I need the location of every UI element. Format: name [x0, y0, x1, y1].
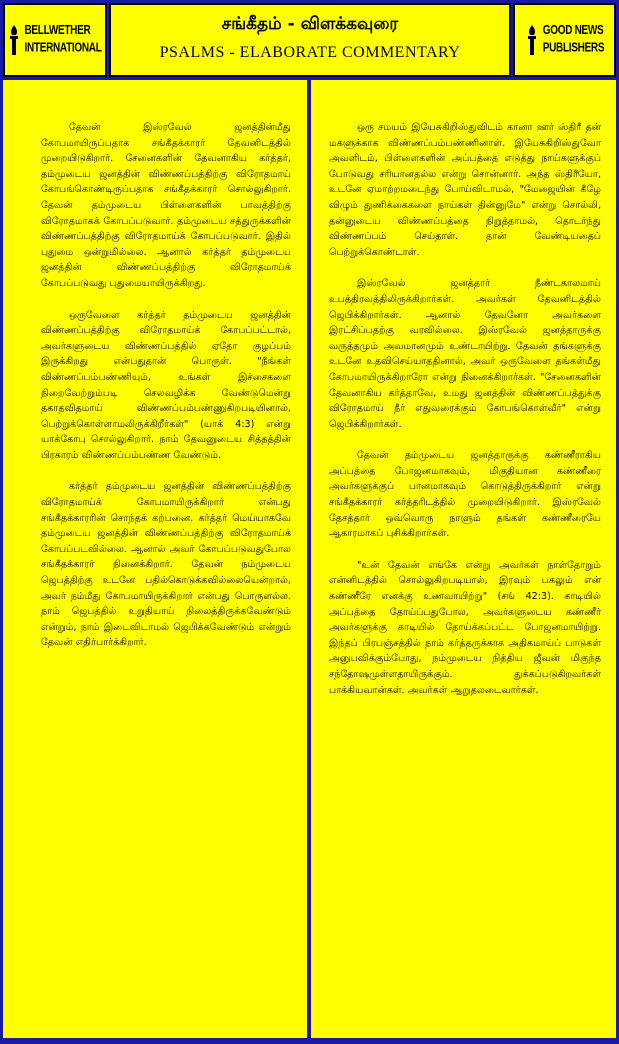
right-logo-line1: GOOD NEWS: [542, 23, 604, 38]
torch-icon: [525, 23, 539, 57]
left-column: [3, 80, 307, 1038]
left-logo-line2: INTERNATIONAL: [24, 41, 102, 55]
right-column: [311, 80, 616, 1038]
paragraph: தேவன் இஸ்ரவேல் ஜனத்தின்மீது கோபமாயிருப்பதாக சங்கீதக்காரர் தேவனிடத்தில் முறையிடுகிறார். சேனைகளின் தேவனாகிய கர்த்தர், தம்முடைய ஜனத்தின் விண்ணப்பத்திற்கு விரோதமாய் கோபங்கொண்டிருப்பதாக சங்கீதக்காரர் சொல்லுகிறார். தேவன் தம்முடைய பிள்ளைகளின் பாவத்திற்கு விரோதமாகக் கோபப்படுவார். தம்முடைய சத்துருக்களின் விண்ணப்பத்திற்கு விரோதமாய்க் கோபப்படுவார். இதில் புதுமை ஒன்றுமில்லை. ஆனால் கர்த்தர் தம்முடைய ஜனத்தின் விண்ணப்பத்திற்கு விரோதமாய்க் கோபப்படுவது புதுமையாயிருக்கிறது.: [41, 122, 291, 289]
bellwether-logo: [3, 3, 107, 77]
paragraph: கர்த்தர் தம்முடைய ஜனத்தின் விண்ணப்பத்திற்கு விரோதமாய்க் கோபமாயிருக்கிறார் என்பது சங்கீதக்காரரின் சொந்தக் கற்பனை. கர்த்தர் மெய்யாகவே தம்முடைய ஜனத்தின் விண்ணப்பத்திற்கு விரோதமாய்க் கோபப்படவில்லை. ஆனால் அவர் கோபப்படுவதுபோல சங்கீதக்காரர் நினைக்கிறார். தேவன் நம்முடைய ஜெபத்திற்கு உடனே பதில்கொடுக்கவில்லையென்றால், அவர் நம்மீது கோபமாயிருக்கிறார் என்பது பொருளல்ல. நாம் ஜெபத்தில் உறுதியாய் நிலைத்திருக்கவேண்டும் என்றும், நாம் இடைவிடாமல் ஜெபிக்கவேண்டும் என்றும் தேவன் எதிர்பார்க்கிறார்.: [41, 481, 291, 649]
torch-icon: [8, 23, 20, 57]
good-news-logo: [513, 3, 616, 77]
page-header: [3, 3, 616, 77]
title-box: [109, 3, 511, 77]
page-title-english: PSALMS - ELABORATE COMMENTARY: [159, 44, 461, 61]
paragraph: தேவன் தம்முடைய ஜனத்தாருக்கு கண்ணீராகிய அப்பத்தை போஜனமாகவும், மிகுதியான கண்ணீரை அவர்களுக்குப் பானமாகவும் கொடுத்திருக்கிறார் என்று சங்கீதக்காரர் கர்த்தரிடத்தில் முறையிடுகிறார். இஸ்ரவேல் தேசத்தார் ஒவ்வொரு நாளும் தங்கள் கண்ணீரையே ஆகாரமாகப் புசிக்கிறார்கள்.: [329, 450, 601, 540]
right-logo-line2: PUBLISHERS: [542, 41, 605, 55]
paragraph: ஒரு சமயம் இயேசுகிறிஸ்துவிடம் கானா ஊர் ஸ்திரீ தன் மகளுக்காக விண்ணப்பம்பண்ணினாள். இயேசுகிறிஸ்துவோ அவளிடம், பிள்ளைகளின் அப்பத்தை எடுத்து நாய்களுக்குப் போடுவது சரியானதல்ல என்று சொன்னார். அந்த ஸ்திரீயோ, உடனே ஏமாற்றமடைந்து போய்விடாமல், "மேஜையின் கீழே விழும் துணிக்கைகளை நாய்கள் தின்னுமே" என்று சொல்லி, தன்னுடைய விண்ணப்பத்தை நிறுத்தாமல், தொடர்ந்து விண்ணப்பம் செய்தாள். தான் வேண்டியதைப் பெற்றுக்கொண்டாள்.: [329, 122, 601, 258]
paragraph: இஸ்ரவேல் ஜனத்தார் நீண்டகாலமாய் உபத்திரவத்திலிருக்கிறார்கள். அவர்கள் தேவனிடத்தில் ஜெபிக்கிறார்கள். ஆனால் தேவனோ அவர்களை இரட்சிப்பதற்கு வரவில்லை. இஸ்ரவேல் ஜனத்தாருக்கு வருத்தமும் அவமானமும் உண்டாயிற்று. தேவன் தங்களுக்கு உடனே உதவிசெய்யாததினால், அவர் ஒருவேளை தங்கள்மீது கோபமாயிருக்கிறாரோ என்று நினைக்கிறார்கள். "சேனைகளின் தேவனாகிய கர்த்தாவே, உமது ஜனத்தின் விண்ணப்பத்துக்கு விரோதமாய் நீர் எதுவரைக்கும் கோபங்கொள்வீர்" என்று ஜெபிக்கிறார்கள்.: [329, 278, 601, 430]
paragraph: ஒருவேளை கர்த்தர் தம்முடைய ஜனத்தின் விண்ணப்பத்திற்கு விரோதமாய்க் கோபப்பட்டால், அவர்களுடைய விண்ணப்பத்தில் ஏதோ குழப்பம் இருக்கிறது என்பதுதான் பொருள். "நீங்கள் விண்ணப்பம்பண்ணியும், உங்கள் இச்சைகளை நிறைவேற்றும்படி செலவழிக்க வேண்டுமென்று தகாதவிதமாய் விண்ணப்பம்பண்ணுகிறபடியினால், பெற்றுக்கொள்ளாமலிருக்கிறீர்கள்" (யாக் 4:3) என்று யாக்கோபு சொல்லுகிறார். நாம் தேவனுடைய சித்தத்தின் பிரகாரம் விண்ணப்பம்பண்ண வேண்டும்.: [41, 309, 291, 461]
paragraph: "உன் தேவன் எங்கே என்று அவர்கள் நாள்தோறும் என்னிடத்தில் சொல்லுகிறபடியால், இரவும் பகலும் என் கண்ணீரே எனக்கு உணவாயிற்று" (சங் 42:3). காடியில் அப்பத்தை தோய்ப்பதுபோல, அவர்களுடைய கண்ணீர் அவர்களுக்கு காடியில் தோய்க்கப்பட்ட போஜனமாயிற்று. இந்தப் பிரபஞ்சத்தில் நாம் கர்த்தருக்காக அதிகமாய்ப் பாடுகள் அனுபவிக்கும்போது, நம்முடைய நித்திய ஜீவன் மிகுந்த சந்தோஷமுள்ளதாயிருக்கும். துக்கப்படுகிறவர்கள் பாக்கியவான்கள். அவர்கள் ஆறுதலடைவார்கள்.: [329, 559, 601, 696]
left-logo-line1: BELLWETHER: [24, 23, 91, 38]
page-title-tamil: சங்கீதம் - விளக்கவுரை: [221, 14, 399, 34]
